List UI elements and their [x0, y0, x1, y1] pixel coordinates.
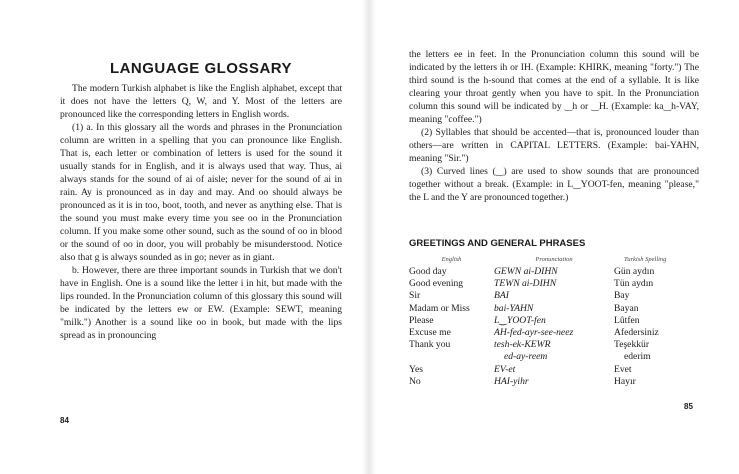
turkish-cell: Teşekkür — [614, 339, 650, 351]
english-cell — [409, 351, 494, 363]
rule-2-paragraph: (2) Syllables that should be accented—that is, pronounced louder than others—are written in CAPITAL LETTERS. (Example: bai-YAHN, meaning "Sir.") — [409, 127, 699, 164]
english-cell: Madam or Miss — [409, 302, 470, 314]
rule-3-paragraph: (3) Curved lines (‿) are used to show sounds that are pronounced together without a break. (Example: in L‿YOOT-fen, meaning "please," the L and the Y are pronounced together.) — [409, 166, 699, 203]
page-number-left: 84 — [60, 416, 69, 425]
table-row — [409, 266, 699, 278]
header-pronunciation: Pronunciation — [535, 256, 573, 263]
pronunciation-cell: AH-fed-ayr-see-neez — [494, 327, 574, 339]
pronunciation-cell: tesh-ek-KEWR — [494, 339, 551, 351]
pronunciation-cell: L‿YOOT-fen — [494, 314, 546, 326]
table-row — [409, 290, 699, 302]
table-row — [409, 364, 699, 376]
header-turkish: Turkish Spelling — [624, 256, 667, 263]
pronunciation-cell: bai-YAHN — [494, 302, 534, 314]
english-cell: No — [409, 375, 421, 387]
section-heading: GREETINGS AND GENERAL PHRASES — [409, 238, 586, 249]
table-row — [409, 376, 699, 388]
turkish-cell: ederim — [624, 351, 651, 363]
right-page-body — [409, 48, 699, 204]
english-cell: Good evening — [409, 278, 464, 290]
table-row — [409, 327, 699, 339]
table-row — [409, 303, 699, 315]
turkish-cell: Hayır — [614, 375, 636, 387]
table-row — [409, 339, 699, 351]
turkish-cell: Lûtfen — [614, 314, 640, 326]
english-cell: Please — [409, 314, 434, 326]
rule-1b-paragraph: b. However, there are three important sounds in Turkish that we don't have in English. One is a sound like the letter i in hit, but made with the lips rounded. In the Pronunciation column of this glossary this sound will be indicated by the letters ew or EW. (Example: SEWT, meaning "milk.") Another is a sound like oo in book, but made with the lips spread as in pronouncing — [60, 265, 342, 341]
turkish-cell: Bayan — [614, 302, 639, 314]
pronunciation-cell: BAI — [494, 290, 509, 302]
right-page — [369, 0, 739, 474]
rule-1a-paragraph: (1) a. In this glossary all the words and phrases in the Pronunciation column are written in a spelling that you can pronounce like English. That is, each letter or combination of letters is used for the sound it usually stands for in English, and it is always used that way. Thus, ai always stands for the sound of ai of aisle; never for the sound of ai in rain. Ay is pronounced as in day and may. And oo should always be pronounced as it is in too, boot, tooth, and never as anything else. That is the sound you must make every time you see oo in the Pronunciation column. If you make some other sound, such as the sound of oo in blood or the sound of oo in door, you will probably be misunderstood. Notice also that g is always sounded as in go; never as in giant. — [60, 122, 342, 263]
turkish-cell: Evet — [614, 363, 632, 375]
pronunciation-cell: TEWN ai-DIHN — [494, 278, 557, 290]
table-header-row — [409, 255, 699, 265]
phrase-table — [409, 255, 699, 388]
table-row — [409, 351, 699, 363]
turkish-cell: Bay — [614, 290, 630, 302]
turkish-cell: Gün aydın — [614, 266, 655, 277]
pronunciation-cell: ed-ay-reem — [504, 351, 548, 363]
table-row — [409, 315, 699, 327]
continued-paragraph: the letters ee in feet. In the Pronunciation column this sound will be indicated by the letters ih or IH. (Example: KHIRK, meaning "forty.") The third sound is the h-sound that comes at the end of a syllable. It is like clearing your throat gently when you have to spit. In the Pronunciation column this sound will be indicated by ‿h or ‿H. (Example: ka‿h-VAY, meaning "coffee.") — [409, 49, 699, 125]
english-cell: Thank you — [409, 339, 451, 351]
pronunciation-cell: EV-et — [494, 363, 516, 375]
intro-paragraph: The modern Turkish alphabet is like the English alphabet, except that it does not have the letters Q, W, and Y. Most of the letters are pronounced like the corresponding letters in English words. — [60, 83, 342, 120]
glossary-title: LANGUAGE GLOSSARY — [109, 60, 293, 77]
header-english: English — [441, 256, 462, 263]
turkish-cell: Tün aydın — [614, 278, 654, 290]
left-page-body — [60, 82, 342, 342]
pronunciation-cell: HAI-yihr — [494, 375, 529, 387]
left-page — [0, 0, 369, 474]
english-cell: Good day — [409, 266, 447, 277]
english-cell: Sir — [409, 290, 421, 302]
english-cell: Yes — [409, 363, 423, 375]
turkish-cell: Afedersiniz — [614, 327, 659, 339]
pronunciation-cell: GEWN ai-DIHN — [494, 266, 558, 277]
table-row — [409, 278, 699, 290]
english-cell: Excuse me — [409, 327, 451, 339]
page-number-right: 85 — [684, 402, 693, 411]
